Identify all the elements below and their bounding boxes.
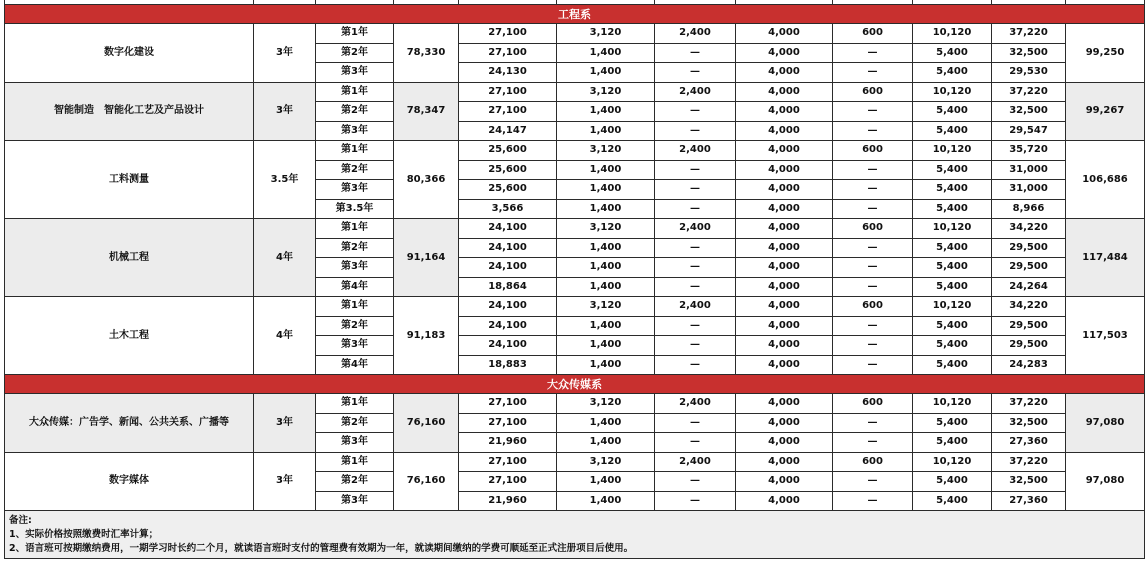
fee-cell: —	[655, 43, 736, 63]
year-label: 第4年	[316, 355, 394, 375]
fee-cell: 3,120	[557, 82, 655, 102]
fee-cell: 24,100	[459, 336, 557, 356]
fee-cell: 1,400	[557, 355, 655, 375]
fee-cell: —	[655, 121, 736, 141]
fee-cell: 32,500	[992, 102, 1066, 122]
fee-cell: 1,400	[557, 43, 655, 63]
year-label: 第2年	[316, 160, 394, 180]
fee-cell: 27,100	[459, 102, 557, 122]
fee-cell: —	[655, 63, 736, 83]
fee-cell: 24,264	[992, 277, 1066, 297]
fee-cell: 1,400	[557, 102, 655, 122]
year-label: 第3年	[316, 180, 394, 200]
fee-cell: 37,220	[992, 452, 1066, 472]
fee-cell: 27,100	[459, 413, 557, 433]
fee-cell: 2,400	[655, 24, 736, 44]
fee-cell: 29,500	[992, 258, 1066, 278]
tuition-subtotal: 78,330	[394, 24, 459, 83]
fee-cell: 600	[833, 24, 913, 44]
fee-cell: 1,400	[557, 491, 655, 511]
fee-cell: 4,000	[736, 180, 833, 200]
fee-cell: 5,400	[913, 355, 992, 375]
note-line: 2、语言班可按期缴纳费用，一期学习时长约二个月，就读语言班时支付的管理费有效期为一年，就读期间缴纳的学费可顺延至正式注册项目后使用。	[9, 542, 634, 554]
fee-cell: 1,400	[557, 160, 655, 180]
fee-cell: 4,000	[736, 43, 833, 63]
tuition-subtotal: 80,366	[394, 141, 459, 219]
note-line: 1、实际价格按照缴费时汇率计算；	[9, 528, 159, 540]
program-total: 117,503	[1066, 297, 1145, 375]
program-total: 117,484	[1066, 219, 1145, 297]
tuition-subtotal: 91,164	[394, 219, 459, 297]
fee-cell: —	[655, 258, 736, 278]
program-group	[5, 24, 1145, 83]
fee-cell: 24,100	[459, 238, 557, 258]
fee-cell: 600	[833, 141, 913, 161]
program-name: 大众传媒：广告学、新闻、公共关系、广播等	[5, 394, 254, 453]
fee-cell: 4,000	[736, 452, 833, 472]
fee-cell: 4,000	[736, 316, 833, 336]
fee-cell: 27,360	[992, 433, 1066, 453]
fee-cell: —	[655, 316, 736, 336]
fee-cell: 5,400	[913, 102, 992, 122]
fee-cell: —	[833, 199, 913, 219]
fee-cell: 4,000	[736, 355, 833, 375]
tuition-subtotal: 78,347	[394, 82, 459, 141]
fee-cell: 27,100	[459, 472, 557, 492]
fee-cell: 5,400	[913, 472, 992, 492]
fee-cell: 29,500	[992, 336, 1066, 356]
fee-cell: 10,120	[913, 452, 992, 472]
department-section	[5, 375, 1145, 394]
table-row	[5, 219, 1145, 239]
fee-cell: 600	[833, 219, 913, 239]
fee-cell: 37,220	[992, 394, 1066, 414]
fee-cell: 18,883	[459, 355, 557, 375]
fee-cell: 32,500	[992, 43, 1066, 63]
fee-cell: 2,400	[655, 82, 736, 102]
table-row	[5, 297, 1145, 317]
fee-cell: 4,000	[736, 277, 833, 297]
fee-cell: 1,400	[557, 336, 655, 356]
year-label: 第4年	[316, 277, 394, 297]
fee-cell: 24,100	[459, 258, 557, 278]
program-name: 土木工程	[5, 297, 254, 375]
fee-cell: 5,400	[913, 63, 992, 83]
year-label: 第1年	[316, 394, 394, 414]
year-label: 第2年	[316, 238, 394, 258]
fee-cell: 18,864	[459, 277, 557, 297]
year-label: 第2年	[316, 43, 394, 63]
fee-cell: 21,960	[459, 433, 557, 453]
fee-cell: 4,000	[736, 219, 833, 239]
fee-cell: 2,400	[655, 141, 736, 161]
fee-cell: 1,400	[557, 316, 655, 336]
fee-cell: 3,120	[557, 141, 655, 161]
fee-cell: —	[655, 336, 736, 356]
fee-cell: 600	[833, 452, 913, 472]
year-label: 第3年	[316, 491, 394, 511]
fee-cell: 4,000	[736, 433, 833, 453]
fee-cell: 5,400	[913, 199, 992, 219]
fee-cell: 5,400	[913, 316, 992, 336]
fee-table	[4, 0, 1145, 559]
fee-cell: 600	[833, 394, 913, 414]
program-total: 97,080	[1066, 394, 1145, 453]
tuition-subtotal: 76,160	[394, 452, 459, 511]
fee-cell: —	[833, 121, 913, 141]
fee-cell: 21,960	[459, 491, 557, 511]
year-label: 第3年	[316, 433, 394, 453]
notes-section	[5, 511, 1145, 559]
fee-cell: —	[655, 472, 736, 492]
program-duration: 3年	[254, 452, 316, 511]
fee-cell: 27,100	[459, 24, 557, 44]
fee-cell: —	[655, 413, 736, 433]
fee-cell: 5,400	[913, 491, 992, 511]
fee-cell: 37,220	[992, 82, 1066, 102]
program-total: 99,250	[1066, 24, 1145, 83]
fee-cell: 3,120	[557, 24, 655, 44]
fee-cell: 4,000	[736, 199, 833, 219]
notes-title: 备注:	[9, 515, 32, 526]
fee-cell: —	[833, 258, 913, 278]
fee-cell: —	[655, 160, 736, 180]
fee-cell: 29,500	[992, 316, 1066, 336]
fee-cell: —	[833, 63, 913, 83]
fee-cell: 24,100	[459, 219, 557, 239]
fee-cell: —	[833, 491, 913, 511]
fee-cell: 4,000	[736, 491, 833, 511]
fee-cell: —	[833, 336, 913, 356]
fee-cell: 4,000	[736, 121, 833, 141]
year-label: 第2年	[316, 413, 394, 433]
fee-cell: 3,120	[557, 394, 655, 414]
fee-cell: 10,120	[913, 24, 992, 44]
fee-cell: 4,000	[736, 24, 833, 44]
fee-cell: 10,120	[913, 297, 992, 317]
fee-cell: 37,220	[992, 24, 1066, 44]
fee-cell: 3,120	[557, 219, 655, 239]
fee-cell: 5,400	[913, 336, 992, 356]
fee-cell: 29,530	[992, 63, 1066, 83]
program-name: 智能制造 智能化工艺及产品设计	[5, 82, 254, 141]
fee-cell: 4,000	[736, 141, 833, 161]
fee-cell: —	[833, 433, 913, 453]
fee-cell: 5,400	[913, 258, 992, 278]
department-title: 工程系	[5, 5, 1145, 24]
program-duration: 4年	[254, 219, 316, 297]
fee-cell: —	[833, 160, 913, 180]
fee-cell: 25,600	[459, 180, 557, 200]
year-label: 第3年	[316, 121, 394, 141]
program-name: 工料测量	[5, 141, 254, 219]
fee-cell: 27,100	[459, 394, 557, 414]
program-name: 数字化建设	[5, 24, 254, 83]
table-row	[5, 394, 1145, 414]
program-name: 机械工程	[5, 219, 254, 297]
fee-cell: 3,120	[557, 452, 655, 472]
fee-cell: —	[655, 180, 736, 200]
fee-cell: 2,400	[655, 452, 736, 472]
notes-row	[5, 511, 1145, 559]
fee-cell: 4,000	[736, 102, 833, 122]
department-section	[5, 5, 1145, 24]
program-duration: 3年	[254, 24, 316, 83]
table-row	[5, 141, 1145, 161]
fee-cell: 27,100	[459, 43, 557, 63]
fee-cell: 24,147	[459, 121, 557, 141]
fee-cell: 4,000	[736, 413, 833, 433]
year-label: 第3年	[316, 258, 394, 278]
program-total: 106,686	[1066, 141, 1145, 219]
fee-cell: 5,400	[913, 413, 992, 433]
year-label: 第1年	[316, 452, 394, 472]
year-label: 第1年	[316, 297, 394, 317]
fee-cell: —	[655, 238, 736, 258]
fee-cell: 4,000	[736, 394, 833, 414]
fee-cell: 35,720	[992, 141, 1066, 161]
fee-cell: 5,400	[913, 180, 992, 200]
year-label: 第3.5年	[316, 199, 394, 219]
fee-cell: —	[833, 238, 913, 258]
fee-cell: —	[833, 472, 913, 492]
fee-cell: 27,100	[459, 452, 557, 472]
program-duration: 3年	[254, 394, 316, 453]
fee-cell: —	[833, 316, 913, 336]
fee-cell: 10,120	[913, 219, 992, 239]
fee-cell: 24,130	[459, 63, 557, 83]
fee-cell: —	[833, 355, 913, 375]
fee-cell: 4,000	[736, 336, 833, 356]
year-label: 第2年	[316, 472, 394, 492]
fee-cell: —	[833, 43, 913, 63]
fee-cell: 5,400	[913, 238, 992, 258]
year-label: 第3年	[316, 336, 394, 356]
fee-cell: 29,500	[992, 238, 1066, 258]
fee-cell: —	[655, 491, 736, 511]
fee-cell: 34,220	[992, 219, 1066, 239]
table-row	[5, 452, 1145, 472]
program-group	[5, 219, 1145, 297]
tuition-subtotal: 91,183	[394, 297, 459, 375]
fee-cell: 1,400	[557, 472, 655, 492]
fee-cell: 5,400	[913, 160, 992, 180]
fee-cell: 24,283	[992, 355, 1066, 375]
fee-cell: 32,500	[992, 413, 1066, 433]
year-label: 第3年	[316, 63, 394, 83]
program-total: 99,267	[1066, 82, 1145, 141]
year-label: 第1年	[316, 82, 394, 102]
fee-cell: 4,000	[736, 238, 833, 258]
fee-cell: 600	[833, 82, 913, 102]
fee-cell: 1,400	[557, 199, 655, 219]
fee-cell: —	[655, 102, 736, 122]
fee-cell: —	[655, 277, 736, 297]
fee-cell: 4,000	[736, 472, 833, 492]
fee-cell: 32,500	[992, 472, 1066, 492]
fee-cell: 1,400	[557, 121, 655, 141]
program-total: 97,080	[1066, 452, 1145, 511]
fee-cell: 10,120	[913, 394, 992, 414]
fee-cell: —	[833, 413, 913, 433]
fee-cell: 2,400	[655, 297, 736, 317]
department-header-row	[5, 5, 1145, 24]
fee-cell: 10,120	[913, 82, 992, 102]
fee-cell: 1,400	[557, 413, 655, 433]
program-group	[5, 82, 1145, 141]
program-duration: 4年	[254, 297, 316, 375]
fee-cell: 4,000	[736, 258, 833, 278]
fee-cell: 24,100	[459, 316, 557, 336]
fee-cell: 4,000	[736, 82, 833, 102]
fee-cell: 1,400	[557, 63, 655, 83]
program-name: 数字媒体	[5, 452, 254, 511]
fee-cell: —	[655, 199, 736, 219]
fee-cell: —	[833, 277, 913, 297]
department-title: 大众传媒系	[5, 375, 1145, 394]
fee-cell: 1,400	[557, 180, 655, 200]
year-label: 第1年	[316, 219, 394, 239]
fee-cell: 5,400	[913, 43, 992, 63]
notes-cell	[5, 511, 1145, 559]
fee-cell: 5,400	[913, 433, 992, 453]
fee-cell: 1,400	[557, 238, 655, 258]
fee-cell: 31,000	[992, 160, 1066, 180]
program-duration: 3.5年	[254, 141, 316, 219]
fee-cell: 4,000	[736, 297, 833, 317]
fee-cell: —	[655, 355, 736, 375]
fee-cell: 25,600	[459, 160, 557, 180]
table-row	[5, 82, 1145, 102]
program-group	[5, 297, 1145, 375]
fee-cell: 27,100	[459, 82, 557, 102]
fee-cell: 29,547	[992, 121, 1066, 141]
fee-cell: 3,120	[557, 297, 655, 317]
fee-cell: 600	[833, 297, 913, 317]
fee-cell: 1,400	[557, 433, 655, 453]
fee-cell: 1,400	[557, 277, 655, 297]
year-label: 第1年	[316, 141, 394, 161]
fee-cell: 31,000	[992, 180, 1066, 200]
fee-cell: 2,400	[655, 219, 736, 239]
table-row	[5, 24, 1145, 44]
fee-cell: 4,000	[736, 160, 833, 180]
program-group	[5, 452, 1145, 511]
fee-cell: 34,220	[992, 297, 1066, 317]
program-duration: 3年	[254, 82, 316, 141]
fee-cell: 27,360	[992, 491, 1066, 511]
year-label: 第2年	[316, 102, 394, 122]
fee-cell: 2,400	[655, 394, 736, 414]
fee-cell: —	[655, 433, 736, 453]
program-group	[5, 394, 1145, 453]
fee-cell: 3,566	[459, 199, 557, 219]
fee-cell: —	[833, 180, 913, 200]
fee-cell: 10,120	[913, 141, 992, 161]
fee-cell: 8,966	[992, 199, 1066, 219]
fee-cell: —	[833, 102, 913, 122]
fee-cell: 4,000	[736, 63, 833, 83]
year-label: 第1年	[316, 24, 394, 44]
tuition-subtotal: 76,160	[394, 394, 459, 453]
department-header-row	[5, 375, 1145, 394]
year-label: 第2年	[316, 316, 394, 336]
fee-cell: 5,400	[913, 121, 992, 141]
fee-cell: 25,600	[459, 141, 557, 161]
fee-cell: 24,100	[459, 297, 557, 317]
fee-cell: 1,400	[557, 258, 655, 278]
fee-cell: 5,400	[913, 277, 992, 297]
program-group	[5, 141, 1145, 219]
